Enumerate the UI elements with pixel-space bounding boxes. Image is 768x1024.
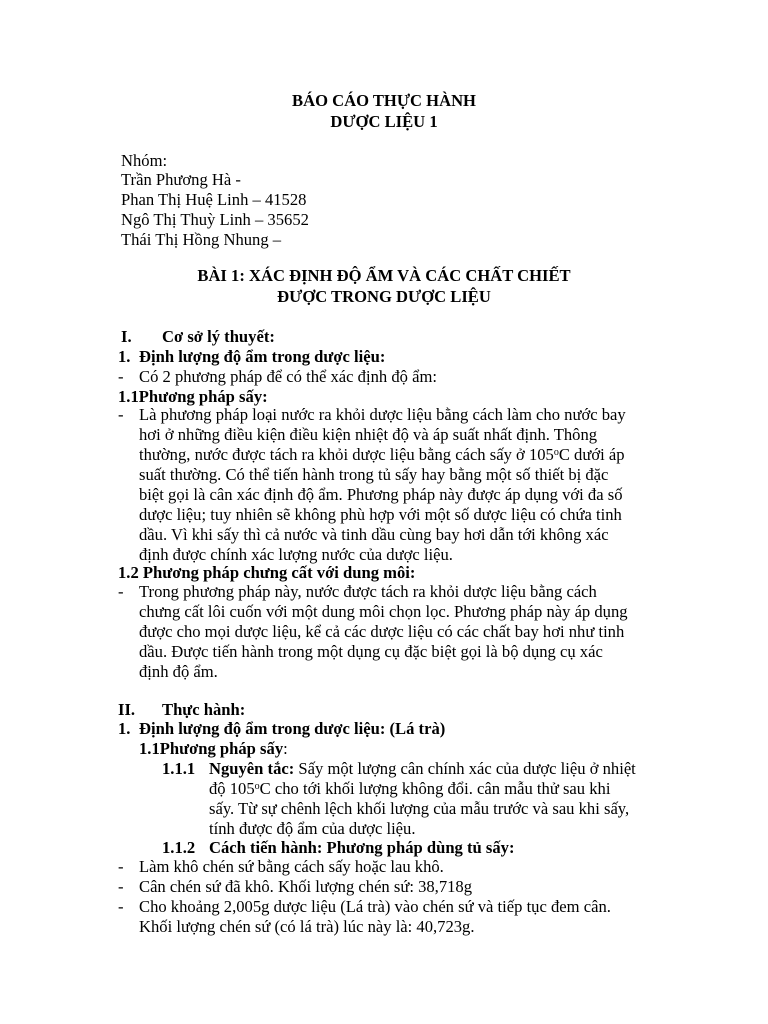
procedure-label: Cách tiến hành: Phương pháp dùng tủ sấy: <box>209 838 515 857</box>
group-member: Trần Phương Hà - <box>121 170 241 189</box>
paragraph-line: chưng cất lôi cuốn với một dung môi chọn lọc. Phương pháp này áp dụng <box>139 602 628 621</box>
paragraph-line: dầu. Vì khi sấy thì cả nước và tinh dầu cùng bay hơi dẫn tới không xác <box>139 525 609 544</box>
paragraph-line: độ 105$^o$C cho tới khối lượng không đổi. cân mẫu thử sau khi <box>209 779 611 798</box>
paragraph-line: Trong phương pháp này, nước được tách ra khỏi dược liệu bằng cách <box>139 582 597 601</box>
group-member: Ngô Thị Thuỳ Linh – 35652 <box>121 210 309 229</box>
paragraph-number: 1.1.1 <box>162 759 196 778</box>
paragraph-line: sấy. Từ sự chênh lệch khối lượng của mẫu trước và sau khi sấy, <box>209 799 630 818</box>
method-title: 1.1Phương pháp sấy: <box>139 739 288 758</box>
bullet-dash: - <box>118 405 124 424</box>
subsection-heading: Định lượng độ ẩm trong dược liệu: (Lá trà) <box>139 719 446 738</box>
degree-symbol: o <box>254 781 260 792</box>
paragraph-line: định độ ẩm. <box>139 662 218 681</box>
method-title: 1.1Phương pháp sấy: <box>118 387 268 406</box>
paragraph-line: thường, nước được tách ra khỏi dược liệu bằng cách sấy ở 105$^o$C dưới áp <box>139 445 625 464</box>
subsection-number: 1. <box>118 719 131 738</box>
section-heading: Cơ sở lý thuyết: <box>162 327 275 346</box>
subsection-number: 1. <box>118 347 131 366</box>
step-text: Khối lượng chén sứ (có lá trà) lúc này là: 40,723g. <box>139 917 475 936</box>
step-text: Cho khoảng 2,005g dược liệu (Lá trà) vào chén sứ và tiếp tục đem cân. <box>139 897 611 916</box>
lesson-title-line2: ĐƯỢC TRONG DƯỢC LIỆU <box>277 287 491 306</box>
section-numeral: I. <box>121 327 132 346</box>
paragraph-line: biệt gọi là cân xác định độ ẩm. Phương pháp này được áp dụng với đa số <box>139 485 623 504</box>
report-title: BÁO CÁO THỰC HÀNH <box>292 91 476 110</box>
bullet-dash: - <box>118 897 124 916</box>
report-subtitle: DƯỢC LIỆU 1 <box>330 112 438 131</box>
paragraph-line: suất thường. Có thể tiến hành trong tủ sấy hay bằng một số thiết bị đặc <box>139 465 609 484</box>
method-title: 1.2 Phương pháp chưng cất với dung môi: <box>118 563 416 582</box>
bullet-dash: - <box>118 367 124 386</box>
step-text: Làm khô chén sứ bằng cách sấy hoặc lau khô. <box>139 857 444 876</box>
bullet-dash: - <box>118 582 124 601</box>
bullet-text: Có 2 phương pháp để có thể xác định độ ẩm: <box>139 367 437 386</box>
paragraph-number: 1.1.2 <box>162 838 196 857</box>
step-text: Cân chén sứ đã khô. Khối lượng chén sứ: 38,718g <box>139 877 473 896</box>
paragraph-line: Nguyên tắc: Sấy một lượng cân chính xác của dược liệu ở nhiệt <box>209 759 636 778</box>
paragraph-line: dược liệu; tuy nhiên sẽ không phù hợp với một số dược liệu có chứa tinh <box>139 505 622 524</box>
subsection-heading: Định lượng độ ẩm trong dược liệu: <box>139 347 386 366</box>
principle-label: Nguyên tắc: <box>209 759 295 778</box>
degree-symbol: o <box>553 447 559 458</box>
section-numeral: II. <box>118 700 136 719</box>
lesson-title: BÀI 1: XÁC ĐỊNH ĐỘ ẨM VÀ CÁC CHẤT CHIẾT <box>197 266 571 285</box>
bullet-dash: - <box>118 857 124 876</box>
bullet-dash: - <box>118 877 124 896</box>
paragraph-line: dầu. Được tiến hành trong một dụng cụ đặc biệt gọi là bộ dụng cụ xác <box>139 642 603 661</box>
paragraph-line: được cho mọi dược liệu, kể cả các dược liệu có các chất bay hơi như tinh <box>139 622 625 641</box>
paragraph-line: hơi ở những điều kiện điều kiện nhiệt độ và áp suất nhất định. Thông <box>139 425 598 444</box>
group-label: Nhóm: <box>121 151 168 170</box>
section-heading: Thực hành: <box>162 700 246 719</box>
group-member: Thái Thị Hồng Nhung – <box>121 230 282 249</box>
paragraph-line: Là phương pháp loại nước ra khỏi dược liệu bằng cách làm cho nước bay <box>139 405 626 424</box>
paragraph-line: định được chính xác lượng nước của dược liệu. <box>139 545 453 564</box>
paragraph-line: tính được độ ẩm của dược liệu. <box>209 819 416 838</box>
group-member: Phan Thị Huệ Linh – 41528 <box>121 190 307 209</box>
